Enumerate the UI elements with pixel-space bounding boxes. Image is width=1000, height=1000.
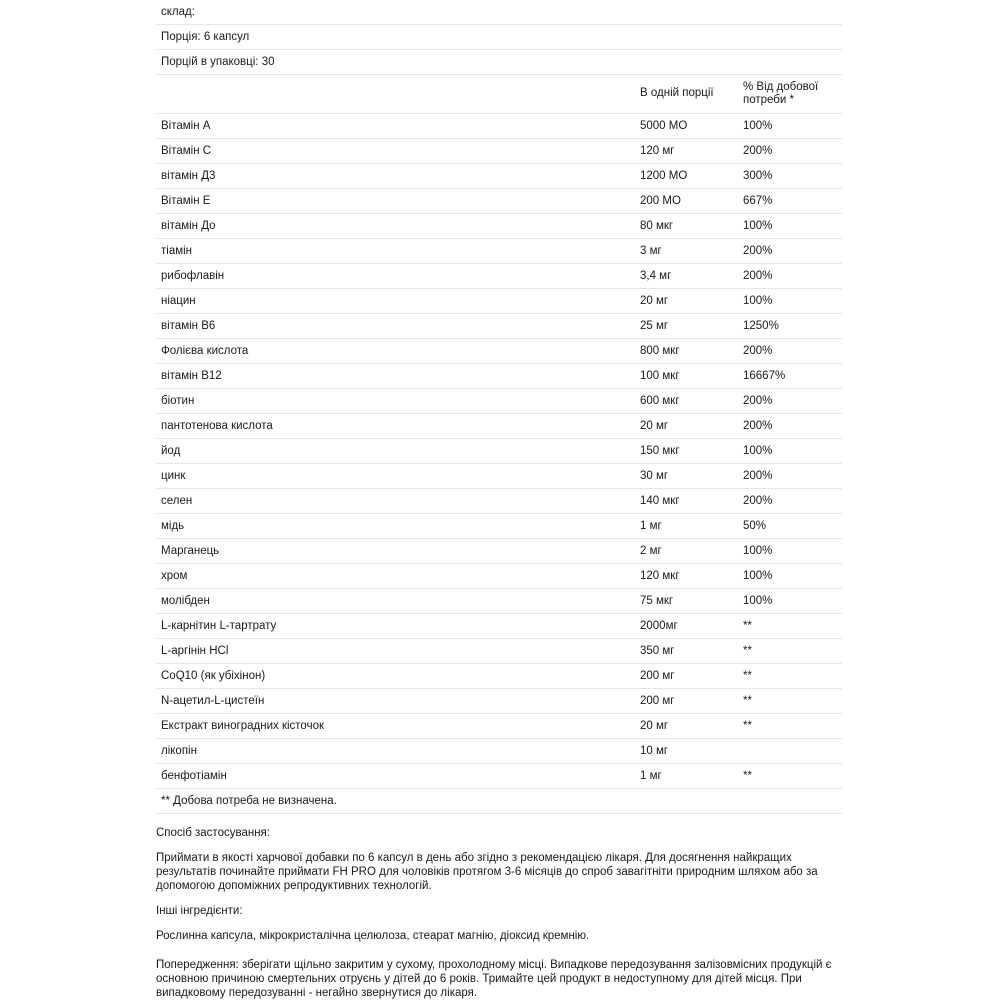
nutrient-amount: 1 мг: [640, 520, 662, 532]
table-row: [156, 164, 842, 189]
composition-label: склад:: [161, 6, 195, 18]
nutrient-daily-value: 200%: [743, 395, 773, 407]
nutrient-amount: 200 мг: [640, 670, 675, 682]
nutrient-daily-value: 200%: [743, 495, 773, 507]
nutrient-name: хром: [161, 570, 188, 582]
nutrient-amount: 200 МО: [640, 195, 681, 207]
nutrient-daily-value: 100%: [743, 220, 773, 232]
table-row: [156, 764, 842, 789]
nutrient-daily-value: 50%: [743, 520, 767, 532]
table-row: [156, 539, 842, 564]
nutrient-amount: 350 мг: [640, 645, 675, 657]
table-row: [156, 289, 842, 314]
nutrient-amount: 3 мг: [640, 245, 662, 257]
composition-row: [156, 0, 842, 25]
nutrient-name: вітамін Д3: [161, 170, 216, 182]
nutrient-name: N-ацетил-L-цистеїн: [161, 695, 265, 707]
table-row: [156, 264, 842, 289]
nutrient-name: бенфотіамін: [161, 770, 227, 782]
nutrient-name: Вітамін А: [161, 120, 211, 132]
nutrient-amount: 2 мг: [640, 545, 662, 557]
table-row: [156, 689, 842, 714]
nutrient-amount: 120 мкг: [640, 570, 680, 582]
daily-value-header-line1: % Від добової: [743, 81, 819, 93]
nutrient-name: йод: [161, 445, 181, 457]
table-row: [156, 714, 842, 739]
nutrient-name: вітамін До: [161, 220, 216, 232]
nutrient-amount: 75 мкг: [640, 595, 674, 607]
table-row: [156, 589, 842, 614]
nutrient-daily-value: **: [743, 720, 752, 732]
daily-value-header: [743, 81, 838, 107]
nutrient-amount: 10 мг: [640, 745, 669, 757]
table-row: [156, 114, 842, 139]
nutrient-name: мідь: [161, 520, 185, 532]
table-row: [156, 614, 842, 639]
usage-text: Приймати в якості харчової добавки по 6 капсул в день або згідно з рекомендацією лікаря. Для досягнення найкращих результатів починайте приймати FH PRO для чоловіків протягом 3-6 місяців до спроб завагітніти природним шляхом або за допомогою допоміжних репродуктивних технологій.: [156, 852, 818, 892]
nutrient-daily-value: **: [743, 770, 752, 782]
servings-per-container-label: Порцій в упаковці: 30: [161, 56, 275, 68]
serving-size-label: Порція: 6 капсул: [161, 31, 250, 43]
nutrient-amount: 1 мг: [640, 770, 662, 782]
table-row: [156, 639, 842, 664]
footnote-text: ** Добова потреба не визначена.: [161, 795, 337, 807]
table-row: [156, 739, 842, 764]
nutrient-name: Фолієва кислота: [161, 345, 249, 357]
nutrient-daily-value: 16667%: [743, 370, 786, 382]
nutrient-amount: 25 мг: [640, 320, 669, 332]
table-row: [156, 339, 842, 364]
nutrient-amount: 120 мг: [640, 145, 675, 157]
table-row: [156, 314, 842, 339]
table-row: [156, 139, 842, 164]
nutrient-daily-value: 200%: [743, 345, 773, 357]
nutrient-amount: 3,4 мг: [640, 270, 672, 282]
nutrient-daily-value: **: [743, 620, 752, 632]
table-row: [156, 489, 842, 514]
servings-per-container-row: [156, 50, 842, 75]
nutrient-name: ніацин: [161, 295, 196, 307]
nutrient-amount: 80 мкг: [640, 220, 674, 232]
table-row: [156, 439, 842, 464]
table-row: [156, 514, 842, 539]
nutrient-daily-value: 200%: [743, 270, 773, 282]
nutrient-amount: 5000 МО: [640, 120, 688, 132]
table-row: [156, 389, 842, 414]
table-row: [156, 464, 842, 489]
nutrient-amount: 150 мкг: [640, 445, 680, 457]
nutrient-amount: 800 мкг: [640, 345, 680, 357]
table-row: [156, 414, 842, 439]
supplement-facts-table: [156, 0, 842, 814]
nutrient-name: CoQ10 (як убіхінон): [161, 670, 266, 682]
nutrient-amount: 2000мг: [640, 620, 678, 632]
footnote-row: [156, 789, 842, 814]
nutrient-name: Екстракт виноградних кісточок: [161, 720, 324, 732]
nutrient-amount: 30 мг: [640, 470, 669, 482]
nutrient-daily-value: **: [743, 670, 752, 682]
nutrient-name: біотин: [161, 395, 195, 407]
daily-value-header-line2: потреби *: [743, 94, 794, 106]
nutrient-name: селен: [161, 495, 193, 507]
nutrient-amount: 100 мкг: [640, 370, 680, 382]
table-header-row: [156, 75, 842, 114]
nutrient-amount: 1200 МО: [640, 170, 688, 182]
nutrient-daily-value: 667%: [743, 195, 773, 207]
warning-text: Попередження: зберігати щільно закритим у сухому, прохолодному місці. Випадкове передозування залізовмісних продукцій є основною причиною смертельних отруєнь у дітей до 6 років. Тримайте цей продукт в недоступному для дітей місця. При випадковому передозуванні - негайно звернутися до лікаря.: [156, 959, 832, 999]
table-row: [156, 564, 842, 589]
nutrient-daily-value: **: [743, 695, 752, 707]
nutrient-name: пантотенова кислота: [161, 420, 273, 432]
nutrient-name: Вітамін Е: [161, 195, 211, 207]
nutrient-daily-value: 100%: [743, 545, 773, 557]
nutrient-daily-value: 1250%: [743, 320, 779, 332]
nutrient-name: цинк: [161, 470, 186, 482]
nutrient-name: L-аргінін HCl: [161, 645, 229, 657]
nutrient-daily-value: 300%: [743, 170, 773, 182]
table-row: [156, 664, 842, 689]
nutrient-amount: 20 мг: [640, 720, 669, 732]
nutrient-name: вітамін В6: [161, 320, 216, 332]
nutrient-name: вітамін В12: [161, 370, 222, 382]
nutrient-daily-value: 100%: [743, 570, 773, 582]
table-row: [156, 239, 842, 264]
nutrient-amount: 600 мкг: [640, 395, 680, 407]
nutrient-daily-value: 200%: [743, 245, 773, 257]
nutrient-amount: 20 мг: [640, 420, 669, 432]
per-serving-header: В одній порції: [640, 87, 714, 99]
nutrient-daily-value: 100%: [743, 295, 773, 307]
nutrient-amount: 200 мг: [640, 695, 675, 707]
nutrient-daily-value: 100%: [743, 120, 773, 132]
nutrient-amount: 140 мкг: [640, 495, 680, 507]
nutrient-amount: 20 мг: [640, 295, 669, 307]
usage-heading: Спосіб застосування:: [156, 827, 270, 839]
nutrient-daily-value: 200%: [743, 145, 773, 157]
table-row: [156, 214, 842, 239]
nutrient-name: лікопін: [161, 745, 197, 757]
table-row: [156, 364, 842, 389]
nutrient-name: Вітамін С: [161, 145, 212, 157]
nutrient-daily-value: 200%: [743, 420, 773, 432]
nutrient-name: тіамін: [161, 245, 193, 257]
table-row: [156, 189, 842, 214]
nutrient-daily-value: **: [743, 645, 752, 657]
nutrient-daily-value: 100%: [743, 595, 773, 607]
nutrient-name: L-карнітин L-тартрату: [161, 620, 277, 632]
nutrient-daily-value: 200%: [743, 470, 773, 482]
nutrient-rows: [156, 114, 842, 789]
nutrient-name: молібден: [161, 595, 210, 607]
nutrient-name: рибофлавін: [161, 270, 225, 282]
other-ingredients-text: Рослинна капсула, мікрокристалічна целюлоза, стеарат магнію, діоксид кремнію.: [156, 930, 590, 942]
serving-size-row: [156, 25, 842, 50]
nutrient-name: Марганець: [161, 545, 220, 557]
other-ingredients-heading: Інші інгредієнти:: [156, 905, 243, 917]
nutrient-daily-value: 100%: [743, 445, 773, 457]
